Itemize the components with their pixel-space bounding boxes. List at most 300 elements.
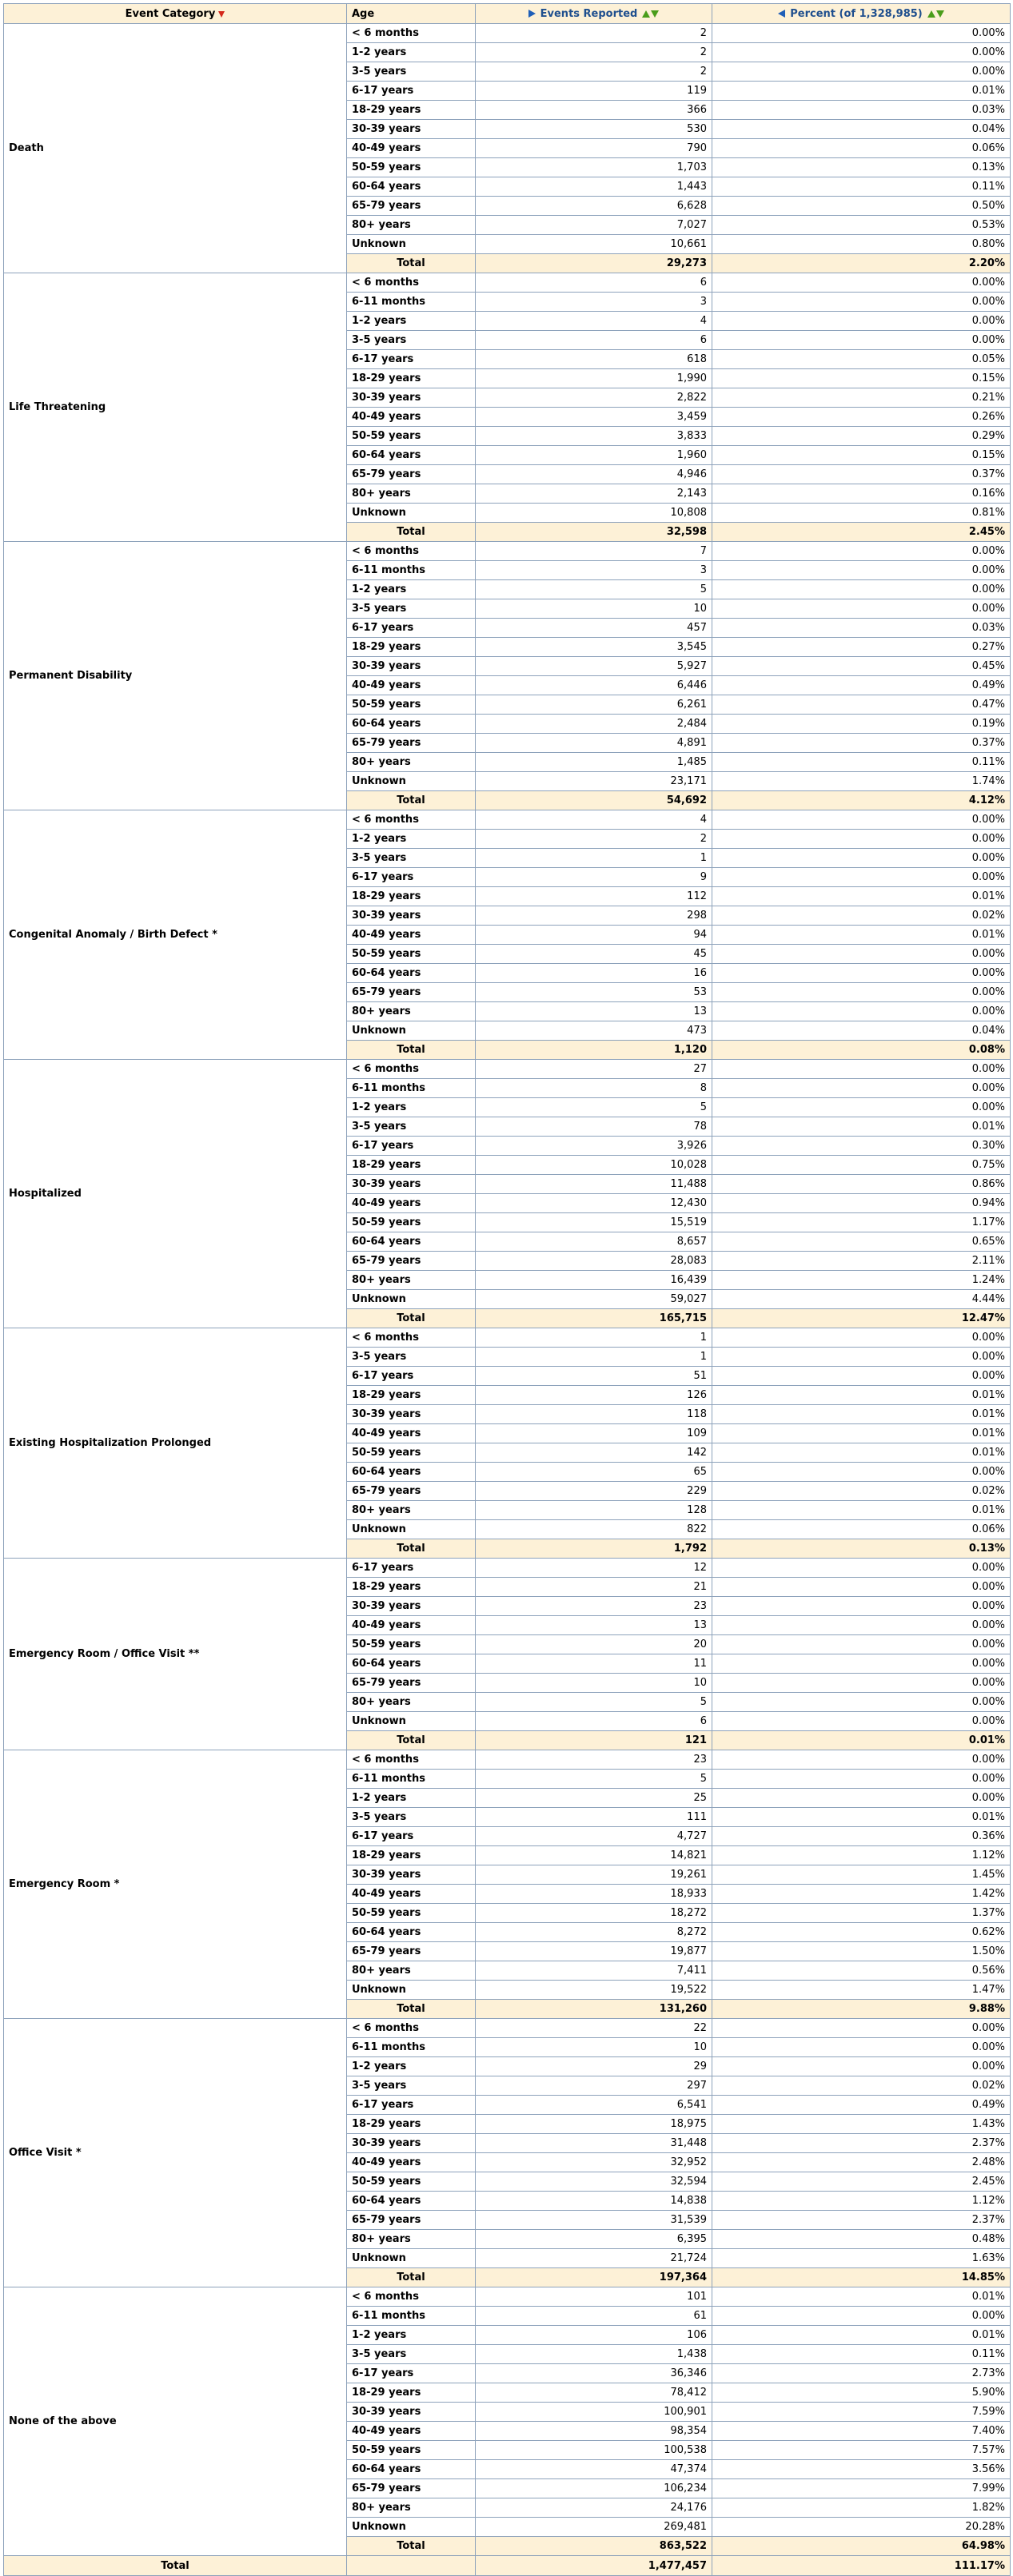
- age-cell: 1-2 years: [347, 43, 476, 62]
- percent-cell: 0.01%: [712, 887, 1011, 906]
- age-cell: 30-39 years: [347, 657, 476, 676]
- subtotal-events: 863,522: [476, 2537, 712, 2556]
- age-cell: 18-29 years: [347, 1156, 476, 1175]
- percent-cell: 0.00%: [712, 2038, 1011, 2057]
- sort-up-down-icon[interactable]: [642, 8, 659, 20]
- events-cell: 59,027: [476, 1290, 712, 1309]
- event-category-cell: None of the above: [4, 2287, 347, 2556]
- percent-cell: 0.30%: [712, 1137, 1011, 1156]
- percent-cell: 0.86%: [712, 1175, 1011, 1194]
- events-cell: 618: [476, 350, 712, 369]
- percent-cell: 1.50%: [712, 1942, 1011, 1961]
- events-cell: 366: [476, 101, 712, 120]
- events-cell: 18,272: [476, 1904, 712, 1923]
- subtotal-label: Total: [347, 2268, 476, 2287]
- age-cell: 30-39 years: [347, 2403, 476, 2422]
- age-cell: 6-11 months: [347, 1770, 476, 1789]
- subtotal-percent: 2.20%: [712, 254, 1011, 273]
- percent-cell: 1.47%: [712, 1981, 1011, 2000]
- column-header-percent-label: Percent (of 1,328,985): [790, 7, 923, 20]
- events-cell: 1,438: [476, 2345, 712, 2364]
- column-header-age[interactable]: [347, 4, 476, 24]
- subtotal-label: Total: [347, 1731, 476, 1750]
- events-cell: 32,594: [476, 2172, 712, 2192]
- age-cell: 30-39 years: [347, 2134, 476, 2153]
- events-cell: 4,891: [476, 734, 712, 753]
- age-cell: 30-39 years: [347, 120, 476, 139]
- age-cell: 30-39 years: [347, 388, 476, 408]
- percent-cell: 0.00%: [712, 1654, 1011, 1674]
- percent-cell: 0.00%: [712, 945, 1011, 964]
- events-cell: 3: [476, 293, 712, 312]
- percent-cell: 0.00%: [712, 983, 1011, 1002]
- age-cell: 6-17 years: [347, 82, 476, 101]
- percent-cell: 0.45%: [712, 657, 1011, 676]
- column-header-category-label: Event Category: [125, 7, 216, 20]
- table-row: [4, 1328, 1011, 1348]
- percent-cell: 0.01%: [712, 1424, 1011, 1443]
- event-category-cell: Emergency Room *: [4, 1750, 347, 2019]
- percent-cell: 0.03%: [712, 101, 1011, 120]
- age-cell: 6-17 years: [347, 619, 476, 638]
- events-cell: 106: [476, 2326, 712, 2345]
- percent-cell: 0.13%: [712, 158, 1011, 177]
- subtotal-events: 131,260: [476, 2000, 712, 2019]
- table-row: [4, 273, 1011, 293]
- age-cell: 1-2 years: [347, 312, 476, 331]
- percent-cell: 0.02%: [712, 906, 1011, 926]
- percent-cell: 0.00%: [712, 580, 1011, 599]
- percent-cell: 1.37%: [712, 1904, 1011, 1923]
- percent-cell: 0.01%: [712, 2287, 1011, 2307]
- age-cell: 60-64 years: [347, 446, 476, 465]
- subtotal-label: Total: [347, 791, 476, 810]
- events-cell: 16: [476, 964, 712, 983]
- events-cell: 269,481: [476, 2518, 712, 2537]
- percent-cell: 0.00%: [712, 1693, 1011, 1712]
- events-cell: 2,143: [476, 484, 712, 504]
- percent-cell: 0.00%: [712, 599, 1011, 619]
- events-cell: 2: [476, 830, 712, 849]
- age-cell: < 6 months: [347, 542, 476, 561]
- subtotal-percent: 4.12%: [712, 791, 1011, 810]
- events-cell: 4,727: [476, 1827, 712, 1846]
- subtotal-label: Total: [347, 2000, 476, 2019]
- percent-cell: 0.48%: [712, 2230, 1011, 2249]
- age-cell: 40-49 years: [347, 139, 476, 158]
- events-cell: 65: [476, 1463, 712, 1482]
- age-cell: Unknown: [347, 504, 476, 523]
- subtotal-events: 165,715: [476, 1309, 712, 1328]
- events-cell: 3,545: [476, 638, 712, 657]
- percent-cell: 0.00%: [712, 1597, 1011, 1616]
- percent-cell: 2.37%: [712, 2211, 1011, 2230]
- percent-cell: 7.99%: [712, 2479, 1011, 2498]
- events-cell: 11,488: [476, 1175, 712, 1194]
- events-cell: 31,448: [476, 2134, 712, 2153]
- percent-cell: 0.00%: [712, 1750, 1011, 1770]
- events-cell: 1,485: [476, 753, 712, 772]
- percent-cell: 0.00%: [712, 2057, 1011, 2076]
- age-cell: < 6 months: [347, 273, 476, 293]
- age-cell: 1-2 years: [347, 830, 476, 849]
- percent-cell: 0.49%: [712, 2096, 1011, 2115]
- events-cell: 297: [476, 2076, 712, 2096]
- events-cell: 112: [476, 887, 712, 906]
- subtotal-percent: 64.98%: [712, 2537, 1011, 2556]
- percent-cell: 0.49%: [712, 676, 1011, 695]
- percent-cell: 20.28%: [712, 2518, 1011, 2537]
- events-cell: 7,411: [476, 1961, 712, 1981]
- age-cell: Unknown: [347, 1520, 476, 1539]
- age-cell: 1-2 years: [347, 2326, 476, 2345]
- table-row: [4, 810, 1011, 830]
- percent-cell: 2.73%: [712, 2364, 1011, 2383]
- events-cell: 10: [476, 599, 712, 619]
- age-cell: 60-64 years: [347, 1232, 476, 1252]
- age-cell: 50-59 years: [347, 1443, 476, 1463]
- events-cell: 22: [476, 2019, 712, 2038]
- age-cell: 18-29 years: [347, 1846, 476, 1865]
- subtotal-label: Total: [347, 1041, 476, 1060]
- age-cell: Unknown: [347, 1712, 476, 1731]
- events-cell: 7,027: [476, 216, 712, 235]
- events-cell: 6: [476, 1712, 712, 1731]
- age-cell: < 6 months: [347, 1060, 476, 1079]
- events-cell: 36,346: [476, 2364, 712, 2383]
- events-cell: 5,927: [476, 657, 712, 676]
- age-cell: 30-39 years: [347, 1865, 476, 1885]
- subtotal-percent: 2.45%: [712, 523, 1011, 542]
- percent-cell: 0.00%: [712, 1616, 1011, 1635]
- events-cell: 2: [476, 24, 712, 43]
- age-cell: < 6 months: [347, 1750, 476, 1770]
- percent-cell: 0.06%: [712, 1520, 1011, 1539]
- subtotal-percent: 0.01%: [712, 1731, 1011, 1750]
- age-cell: 3-5 years: [347, 1808, 476, 1827]
- events-cell: 10,028: [476, 1156, 712, 1175]
- subtotal-percent: 9.88%: [712, 2000, 1011, 2019]
- subtotal-label: Total: [347, 2537, 476, 2556]
- table-row: [4, 2287, 1011, 2307]
- events-cell: 790: [476, 139, 712, 158]
- events-cell: 10,661: [476, 235, 712, 254]
- table-row: [4, 1060, 1011, 1079]
- events-cell: 3,926: [476, 1137, 712, 1156]
- subtotal-events: 54,692: [476, 791, 712, 810]
- subtotal-events: 121: [476, 1731, 712, 1750]
- events-cell: 3: [476, 561, 712, 580]
- percent-cell: 2.45%: [712, 2172, 1011, 2192]
- age-cell: 60-64 years: [347, 1923, 476, 1942]
- events-cell: 31,539: [476, 2211, 712, 2230]
- column-header-percent[interactable]: [712, 4, 1011, 24]
- age-cell: 40-49 years: [347, 1424, 476, 1443]
- age-cell: 6-17 years: [347, 1137, 476, 1156]
- events-cell: 128: [476, 1501, 712, 1520]
- age-cell: 65-79 years: [347, 1674, 476, 1693]
- arrow-right-icon[interactable]: [528, 10, 536, 18]
- age-cell: 65-79 years: [347, 465, 476, 484]
- percent-cell: 0.06%: [712, 139, 1011, 158]
- percent-cell: 0.00%: [712, 331, 1011, 350]
- percent-cell: 1.63%: [712, 2249, 1011, 2268]
- column-header-age-label: Age: [352, 7, 375, 20]
- percent-cell: 0.01%: [712, 1386, 1011, 1405]
- percent-cell: 0.00%: [712, 1635, 1011, 1654]
- percent-cell: 0.81%: [712, 504, 1011, 523]
- percent-cell: 2.48%: [712, 2153, 1011, 2172]
- events-cell: 27: [476, 1060, 712, 1079]
- grand-total-row: [4, 2556, 1011, 2576]
- percent-cell: 1.12%: [712, 2192, 1011, 2211]
- age-cell: 60-64 years: [347, 715, 476, 734]
- age-cell: Unknown: [347, 772, 476, 791]
- events-cell: 106,234: [476, 2479, 712, 2498]
- percent-cell: 0.01%: [712, 1405, 1011, 1424]
- age-cell: 1-2 years: [347, 1098, 476, 1117]
- percent-cell: 0.53%: [712, 216, 1011, 235]
- column-header-category[interactable]: [4, 4, 347, 24]
- event-category-cell: Death: [4, 24, 347, 273]
- age-cell: 80+ years: [347, 1501, 476, 1520]
- age-cell: 80+ years: [347, 1271, 476, 1290]
- age-cell: 80+ years: [347, 753, 476, 772]
- events-cell: 10,808: [476, 504, 712, 523]
- subtotal-percent: 0.08%: [712, 1041, 1011, 1060]
- age-cell: 6-17 years: [347, 1559, 476, 1578]
- percent-cell: 0.01%: [712, 2326, 1011, 2345]
- events-cell: 473: [476, 1021, 712, 1041]
- subtotal-label: Total: [347, 523, 476, 542]
- age-cell: 40-49 years: [347, 2422, 476, 2441]
- events-cell: 16,439: [476, 1271, 712, 1290]
- age-cell: 6-11 months: [347, 2307, 476, 2326]
- age-cell: 3-5 years: [347, 1348, 476, 1367]
- age-cell: 6-11 months: [347, 561, 476, 580]
- events-cell: 100,901: [476, 2403, 712, 2422]
- sort-descending-icon[interactable]: [218, 11, 225, 18]
- age-cell: 30-39 years: [347, 1597, 476, 1616]
- percent-cell: 0.00%: [712, 1559, 1011, 1578]
- table-body: [4, 24, 1011, 2576]
- events-cell: 19,522: [476, 1981, 712, 2000]
- percent-cell: 0.00%: [712, 273, 1011, 293]
- age-cell: 18-29 years: [347, 887, 476, 906]
- events-cell: 822: [476, 1520, 712, 1539]
- percent-cell: 0.00%: [712, 849, 1011, 868]
- percent-cell: 0.11%: [712, 177, 1011, 197]
- events-cell: 12,430: [476, 1194, 712, 1213]
- events-cell: 18,933: [476, 1885, 712, 1904]
- percent-cell: 0.65%: [712, 1232, 1011, 1252]
- age-cell: < 6 months: [347, 2287, 476, 2307]
- age-cell: 6-17 years: [347, 1827, 476, 1846]
- percent-cell: 1.45%: [712, 1865, 1011, 1885]
- age-cell: 80+ years: [347, 2498, 476, 2518]
- age-cell: 1-2 years: [347, 580, 476, 599]
- events-cell: 18,975: [476, 2115, 712, 2134]
- percent-cell: 0.00%: [712, 1367, 1011, 1386]
- percent-cell: 0.15%: [712, 446, 1011, 465]
- age-cell: 30-39 years: [347, 906, 476, 926]
- events-cell: 8: [476, 1079, 712, 1098]
- header-row: [4, 4, 1011, 24]
- percent-cell: 0.00%: [712, 1770, 1011, 1789]
- events-cell: 23: [476, 1597, 712, 1616]
- column-header-events-label: Events Reported: [540, 7, 638, 20]
- age-cell: < 6 months: [347, 1328, 476, 1348]
- events-cell: 6,541: [476, 2096, 712, 2115]
- percent-cell: 0.00%: [712, 2019, 1011, 2038]
- events-cell: 4,946: [476, 465, 712, 484]
- events-cell: 6: [476, 273, 712, 293]
- events-cell: 12: [476, 1559, 712, 1578]
- events-cell: 13: [476, 1616, 712, 1635]
- events-cell: 13: [476, 1002, 712, 1021]
- events-cell: 9: [476, 868, 712, 887]
- percent-cell: 0.00%: [712, 542, 1011, 561]
- events-cell: 6: [476, 331, 712, 350]
- age-cell: 80+ years: [347, 484, 476, 504]
- percent-cell: 0.00%: [712, 1789, 1011, 1808]
- age-cell: 3-5 years: [347, 2345, 476, 2364]
- events-cell: 21: [476, 1578, 712, 1597]
- events-cell: 19,261: [476, 1865, 712, 1885]
- sort-up-down-icon[interactable]: [927, 8, 944, 20]
- percent-cell: 1.42%: [712, 1885, 1011, 1904]
- events-table: [3, 3, 1011, 2576]
- grand-total-events: 1,477,457: [476, 2556, 712, 2576]
- events-cell: 8,657: [476, 1232, 712, 1252]
- age-cell: 50-59 years: [347, 158, 476, 177]
- age-cell: 80+ years: [347, 216, 476, 235]
- percent-cell: 7.40%: [712, 2422, 1011, 2441]
- age-cell: 50-59 years: [347, 945, 476, 964]
- events-cell: 25: [476, 1789, 712, 1808]
- age-cell: 3-5 years: [347, 849, 476, 868]
- subtotal-percent: 14.85%: [712, 2268, 1011, 2287]
- events-cell: 45: [476, 945, 712, 964]
- age-cell: 18-29 years: [347, 1386, 476, 1405]
- age-cell: 60-64 years: [347, 1463, 476, 1482]
- percent-cell: 0.05%: [712, 350, 1011, 369]
- age-cell: 1-2 years: [347, 1789, 476, 1808]
- events-cell: 119: [476, 82, 712, 101]
- age-cell: 6-17 years: [347, 868, 476, 887]
- subtotal-label: Total: [347, 254, 476, 273]
- age-cell: 60-64 years: [347, 177, 476, 197]
- percent-cell: 0.02%: [712, 1482, 1011, 1501]
- age-cell: 6-17 years: [347, 2096, 476, 2115]
- events-cell: 94: [476, 926, 712, 945]
- age-cell: 50-59 years: [347, 1635, 476, 1654]
- age-cell: 50-59 years: [347, 695, 476, 715]
- subtotal-percent: 0.13%: [712, 1539, 1011, 1559]
- events-cell: 28,083: [476, 1252, 712, 1271]
- percent-cell: 4.44%: [712, 1290, 1011, 1309]
- events-cell: 78: [476, 1117, 712, 1137]
- percent-cell: 0.03%: [712, 619, 1011, 638]
- percent-cell: 1.17%: [712, 1213, 1011, 1232]
- percent-cell: 0.00%: [712, 1578, 1011, 1597]
- events-cell: 2: [476, 62, 712, 82]
- percent-cell: 0.94%: [712, 1194, 1011, 1213]
- grand-total-age-cell: [347, 2556, 476, 2576]
- percent-cell: 0.56%: [712, 1961, 1011, 1981]
- percent-cell: 0.00%: [712, 2307, 1011, 2326]
- events-cell: 1: [476, 1348, 712, 1367]
- events-cell: 61: [476, 2307, 712, 2326]
- table-row: [4, 24, 1011, 43]
- age-cell: 60-64 years: [347, 2460, 476, 2479]
- age-cell: 65-79 years: [347, 197, 476, 216]
- events-cell: 111: [476, 1808, 712, 1827]
- percent-cell: 0.02%: [712, 2076, 1011, 2096]
- age-cell: 65-79 years: [347, 1482, 476, 1501]
- subtotal-events: 32,598: [476, 523, 712, 542]
- age-cell: 65-79 years: [347, 2479, 476, 2498]
- percent-cell: 1.43%: [712, 2115, 1011, 2134]
- events-cell: 5: [476, 580, 712, 599]
- age-cell: 65-79 years: [347, 983, 476, 1002]
- age-cell: 3-5 years: [347, 2076, 476, 2096]
- age-cell: < 6 months: [347, 810, 476, 830]
- age-cell: Unknown: [347, 2249, 476, 2268]
- percent-cell: 0.00%: [712, 1098, 1011, 1117]
- age-cell: 3-5 years: [347, 599, 476, 619]
- age-cell: 80+ years: [347, 1693, 476, 1712]
- age-cell: 3-5 years: [347, 331, 476, 350]
- age-cell: 18-29 years: [347, 1578, 476, 1597]
- column-header-events[interactable]: [476, 4, 712, 24]
- percent-cell: 0.19%: [712, 715, 1011, 734]
- percent-cell: 0.04%: [712, 1021, 1011, 1041]
- subtotal-events: 1,792: [476, 1539, 712, 1559]
- events-cell: 118: [476, 1405, 712, 1424]
- percent-cell: 0.37%: [712, 465, 1011, 484]
- age-cell: 60-64 years: [347, 1654, 476, 1674]
- subtotal-events: 197,364: [476, 2268, 712, 2287]
- events-cell: 5: [476, 1770, 712, 1789]
- events-cell: 101: [476, 2287, 712, 2307]
- percent-cell: 0.16%: [712, 484, 1011, 504]
- percent-cell: 0.00%: [712, 1002, 1011, 1021]
- subtotal-label: Total: [347, 1539, 476, 1559]
- age-cell: 60-64 years: [347, 2192, 476, 2211]
- events-cell: 126: [476, 1386, 712, 1405]
- age-cell: 40-49 years: [347, 1616, 476, 1635]
- age-cell: 50-59 years: [347, 1213, 476, 1232]
- events-cell: 298: [476, 906, 712, 926]
- events-cell: 7: [476, 542, 712, 561]
- events-cell: 51: [476, 1367, 712, 1386]
- age-cell: Unknown: [347, 1981, 476, 2000]
- table-row: [4, 542, 1011, 561]
- age-cell: 60-64 years: [347, 964, 476, 983]
- age-cell: 80+ years: [347, 2230, 476, 2249]
- events-cell: 11: [476, 1654, 712, 1674]
- percent-cell: 0.01%: [712, 82, 1011, 101]
- arrow-left-icon[interactable]: [778, 10, 785, 18]
- events-cell: 23,171: [476, 772, 712, 791]
- percent-cell: 2.11%: [712, 1252, 1011, 1271]
- table-row: [4, 2019, 1011, 2038]
- percent-cell: 0.01%: [712, 1501, 1011, 1520]
- events-cell: 1: [476, 849, 712, 868]
- age-cell: 65-79 years: [347, 2211, 476, 2230]
- events-cell: 4: [476, 312, 712, 331]
